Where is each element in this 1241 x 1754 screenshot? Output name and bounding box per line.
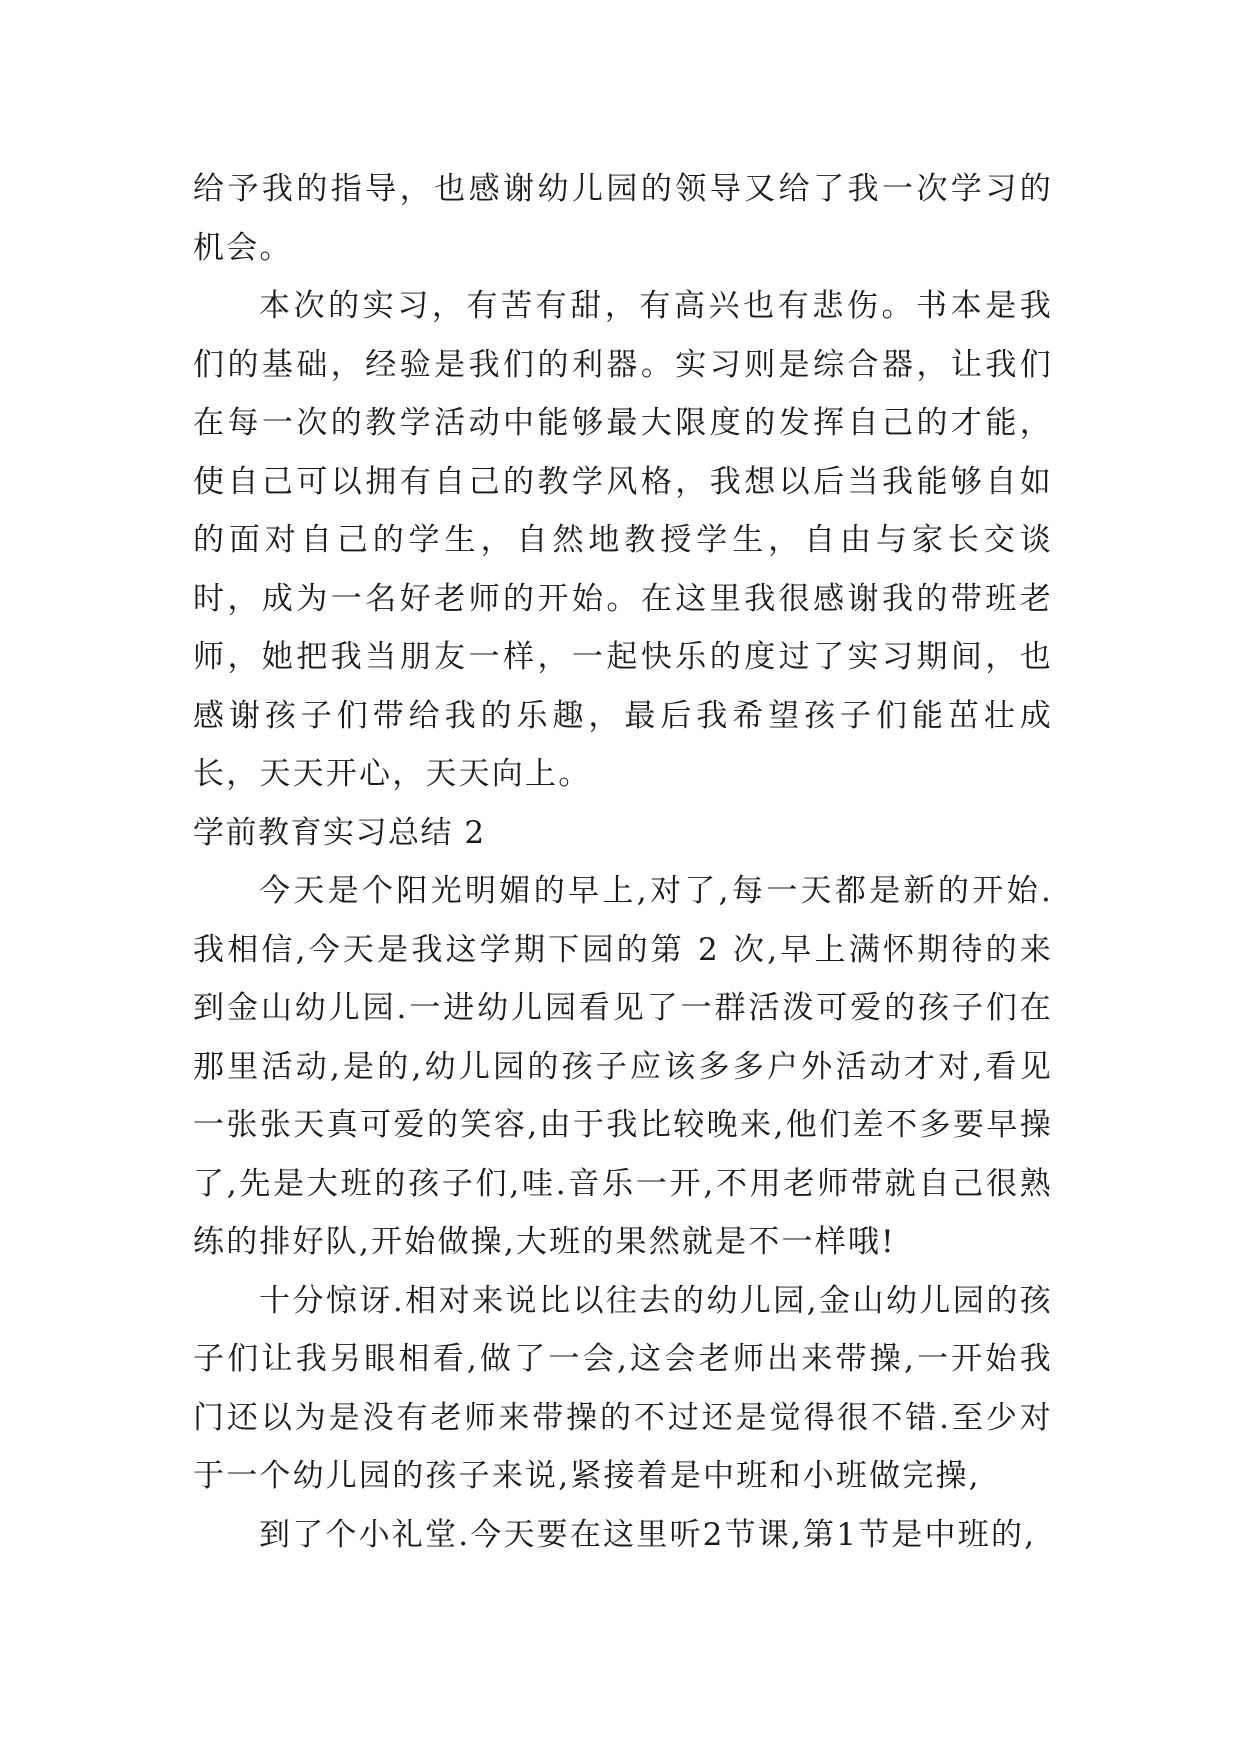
document-body bbox=[193, 160, 1053, 1564]
continued-paragraph: 给予我的指导，也感谢幼儿园的领导又给了我一次学习的机会。 bbox=[193, 171, 1053, 266]
hall-paragraph: 到了个小礼堂.今天要在这里听2节课,第1节是中班的, bbox=[259, 1516, 1037, 1553]
section-heading: 学前教育实习总结 2 bbox=[193, 814, 486, 851]
morning-paragraph: 今天是个阳光明媚的早上,对了,每一天都是新的开始.我相信,今天是我这学期下园的第 2 次,早上满怀期待的来到金山幼儿园.一进幼儿园看见了一群活泼可爱的孩子们在那里活动,是的,幼儿园的孩子应该多多户外活动才对,看见一张张天真可爱的笑容,由于我比较晚来,他们差不多要早操了,先是大班的孩子们,哇.音乐一开,不用老师带就自己很熟练的排好队,开始做操,大班的果然就是不一样哦! bbox=[193, 873, 1053, 1260]
reflection-paragraph: 本次的实习，有苦有甜，有高兴也有悲伤。书本是我们的基础，经验是我们的利器。实习则是综合器，让我们在每一次的教学活动中能够最大限度的发挥自己的才能，使自己可以拥有自己的教学风格，我想以后当我能够自如的面对自己的学生，自然地教授学生，自由与家长交谈时，成为一名好老师的开始。在这里我很感谢我的带班老师，她把我当朋友一样，一起快乐的度过了实习期间，也感谢孩子们带给我的乐趣，最后我希望孩子们能茁壮成长，天天开心，天天向上。 bbox=[193, 288, 1053, 792]
surprise-paragraph: 十分惊讶.相对来说比以往去的幼儿园,金山幼儿园的孩子们让我另眼相看,做了一会,这会老师出来带操,一开始我门还以为是没有老师来带操的不过还是觉得很不错.至少对于一个幼儿园的孩子来说,紧接着是中班和小班做完操, bbox=[193, 1282, 1053, 1494]
